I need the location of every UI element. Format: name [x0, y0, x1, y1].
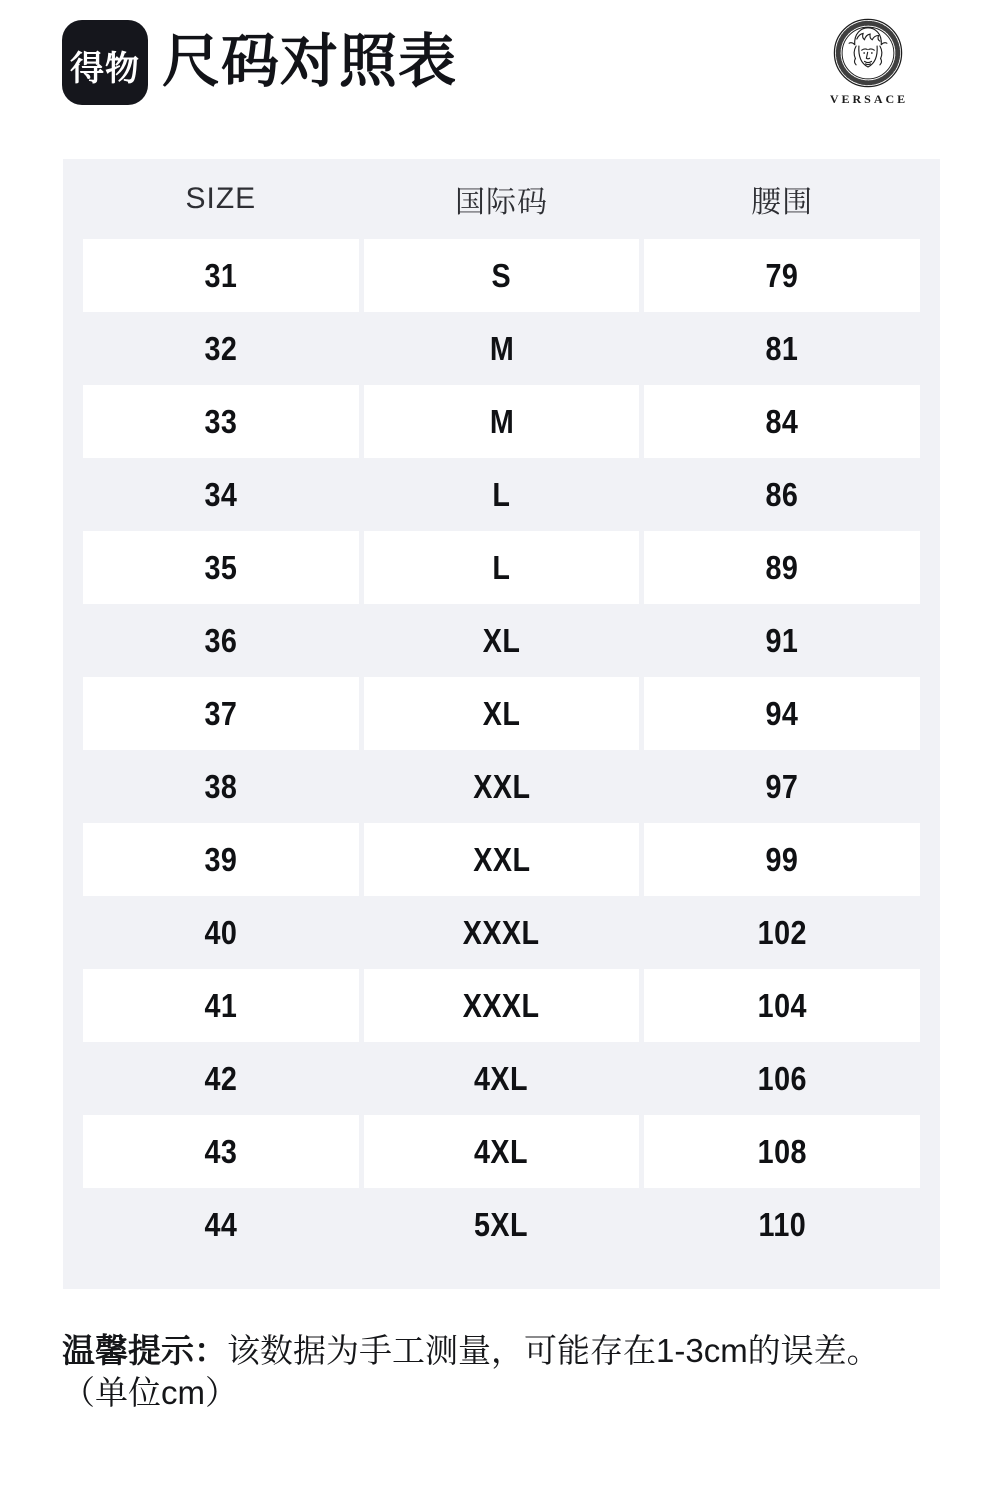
table-cell-size: 36	[204, 621, 238, 659]
table-cell-waist: 97	[765, 767, 799, 805]
table-header-row	[83, 159, 920, 239]
table-cell-waist: 108	[644, 1115, 920, 1188]
table-cell-intl: 4XL	[474, 1059, 529, 1097]
table-cell-intl: 4XL	[364, 1115, 640, 1188]
table-cell-waist: 79	[644, 239, 920, 312]
table-cell-waist: 94	[644, 677, 920, 750]
table-cell-waist: 110	[758, 1205, 806, 1243]
table-cell-intl: XXXL	[463, 913, 540, 951]
table-cell-size: 31	[83, 239, 359, 312]
table-cell-intl: XXL	[472, 767, 531, 805]
table-cell-size: 41	[83, 969, 359, 1042]
table-cell-size: 44	[204, 1205, 238, 1243]
table-cell-size: 37	[83, 677, 359, 750]
medusa-icon	[833, 18, 903, 88]
table-cell-intl: L	[364, 531, 640, 604]
table-row	[83, 1115, 920, 1188]
table-row	[83, 312, 920, 385]
table-row	[83, 458, 920, 531]
table-row	[83, 969, 920, 1042]
table-row	[83, 896, 920, 969]
column-header-waist: 腰围	[751, 186, 814, 219]
table-cell-waist: 99	[644, 823, 920, 896]
table-row	[83, 604, 920, 677]
table-cell-size: 33	[83, 385, 359, 458]
table-cell-intl: XXL	[364, 823, 640, 896]
table-cell-intl: XL	[364, 677, 640, 750]
table-row	[83, 677, 920, 750]
column-header-intl: 国际码	[455, 186, 548, 219]
column-header-size: SIZE	[185, 182, 257, 215]
table-row	[83, 531, 920, 604]
size-chart-table	[63, 159, 940, 1289]
table-cell-size: 40	[204, 913, 238, 951]
table-cell-waist: 91	[765, 621, 799, 659]
notice-unit: （单位cm）	[62, 1374, 238, 1411]
table-cell-intl: XXXL	[364, 969, 640, 1042]
table-cell-intl: 5XL	[474, 1205, 529, 1243]
table-row	[83, 750, 920, 823]
table-cell-waist: 81	[765, 329, 799, 367]
table-row	[83, 1188, 920, 1261]
table-cell-waist: 89	[644, 531, 920, 604]
table-cell-size: 39	[83, 823, 359, 896]
notice	[62, 1330, 952, 1414]
table-cell-intl: XL	[482, 621, 521, 659]
table-cell-intl: M	[364, 385, 640, 458]
dewu-app-logo	[62, 20, 148, 105]
table-cell-size: 42	[204, 1059, 238, 1097]
table-cell-size: 38	[204, 767, 238, 805]
table-row	[83, 385, 920, 458]
table-cell-waist: 106	[757, 1059, 807, 1097]
table-cell-intl: L	[492, 475, 511, 513]
table-cell-size: 35	[83, 531, 359, 604]
table-cell-intl: S	[364, 239, 640, 312]
table-cell-intl: M	[489, 329, 514, 367]
page-title: 尺码对照表	[162, 29, 458, 94]
table-cell-size: 34	[204, 475, 238, 513]
table-cell-size: 32	[204, 329, 238, 367]
table-body	[83, 239, 920, 1261]
table-cell-size: 43	[83, 1115, 359, 1188]
table-cell-waist: 84	[644, 385, 920, 458]
table-row	[83, 239, 920, 312]
table-cell-waist: 104	[644, 969, 920, 1042]
notice-text: 该数据为手工测量，可能存在1-3cm的误差。	[227, 1332, 880, 1369]
table-cell-waist: 86	[765, 475, 799, 513]
table-row	[83, 1042, 920, 1115]
table-cell-waist: 102	[757, 913, 807, 951]
notice-line-1	[62, 1330, 952, 1372]
notice-label: 温馨提示：	[62, 1332, 227, 1369]
dewu-logo-text: 得物	[70, 50, 140, 88]
table-row	[83, 823, 920, 896]
versace-brand-name: VERSACE	[829, 92, 909, 106]
versace-logo	[820, 18, 915, 107]
